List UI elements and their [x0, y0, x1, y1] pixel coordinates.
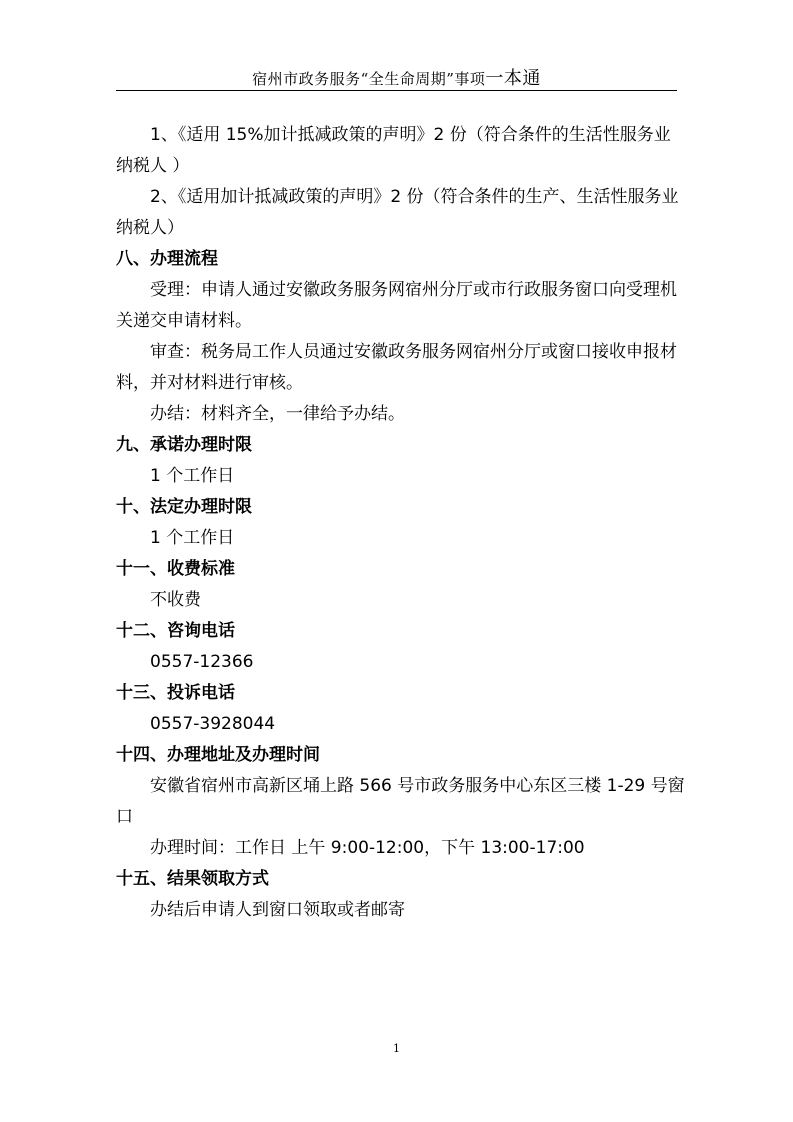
document-body — [116, 120, 686, 926]
body-paragraph: 不收费 — [150, 590, 201, 610]
body-paragraph: 安徽省宿州市高新区埇上路 566 号市政务服务中心东区三楼 1-29 号窗口 — [116, 776, 685, 827]
section-heading: 十一、收费标准 — [116, 559, 235, 579]
section-heading: 八、办理流程 — [116, 249, 218, 269]
section-heading: 十四、办理地址及办理时间 — [116, 745, 320, 765]
body-paragraph: 0557-12366 — [150, 652, 254, 672]
body-paragraph: 2、《适用加计抵减政策的声明》2 份（符合条件的生产、生活性服务业纳税人） — [116, 187, 679, 238]
body-paragraph: 0557-3928044 — [150, 714, 276, 734]
body-paragraph: 办结后申请人到窗口领取或者邮寄 — [150, 900, 405, 920]
section-heading: 十、法定办理时限 — [116, 497, 252, 517]
header-title: 宿州市政务服务“全生命周期”事项 — [252, 70, 486, 88]
section-heading: 十二、咨询电话 — [116, 621, 235, 641]
page-number: 1 — [393, 1042, 400, 1055]
body-paragraph: 办结：材料齐全，一律给予办结。 — [150, 404, 405, 424]
section-heading: 十五、结果领取方式 — [116, 869, 269, 889]
body-paragraph: 1 个工作日 — [150, 528, 235, 548]
body-paragraph: 1 个工作日 — [150, 466, 235, 486]
header-divider — [116, 90, 677, 91]
body-paragraph: 1、《适用 15%加计抵减政策的声明》2 份（符合条件的生活性服务业纳税人 ） — [116, 125, 671, 176]
body-paragraph: 审查：税务局工作人员通过安徽政务服务网宿州分厅或窗口接收申报材料，并对材料进行审核。 — [116, 342, 677, 393]
section-heading: 九、承诺办理时限 — [116, 435, 252, 455]
header-title-tail: 一本通 — [485, 68, 541, 89]
body-paragraph: 受理：申请人通过安徽政务服务网宿州分厅或市行政服务窗口向受理机关递交申请材料。 — [116, 280, 677, 331]
page-header — [0, 64, 793, 90]
section-heading: 十三、投诉电话 — [116, 683, 235, 703]
body-paragraph: 办理时间：工作日 上午 9:00-12:00，下午 13:00-17:00 — [150, 838, 585, 858]
